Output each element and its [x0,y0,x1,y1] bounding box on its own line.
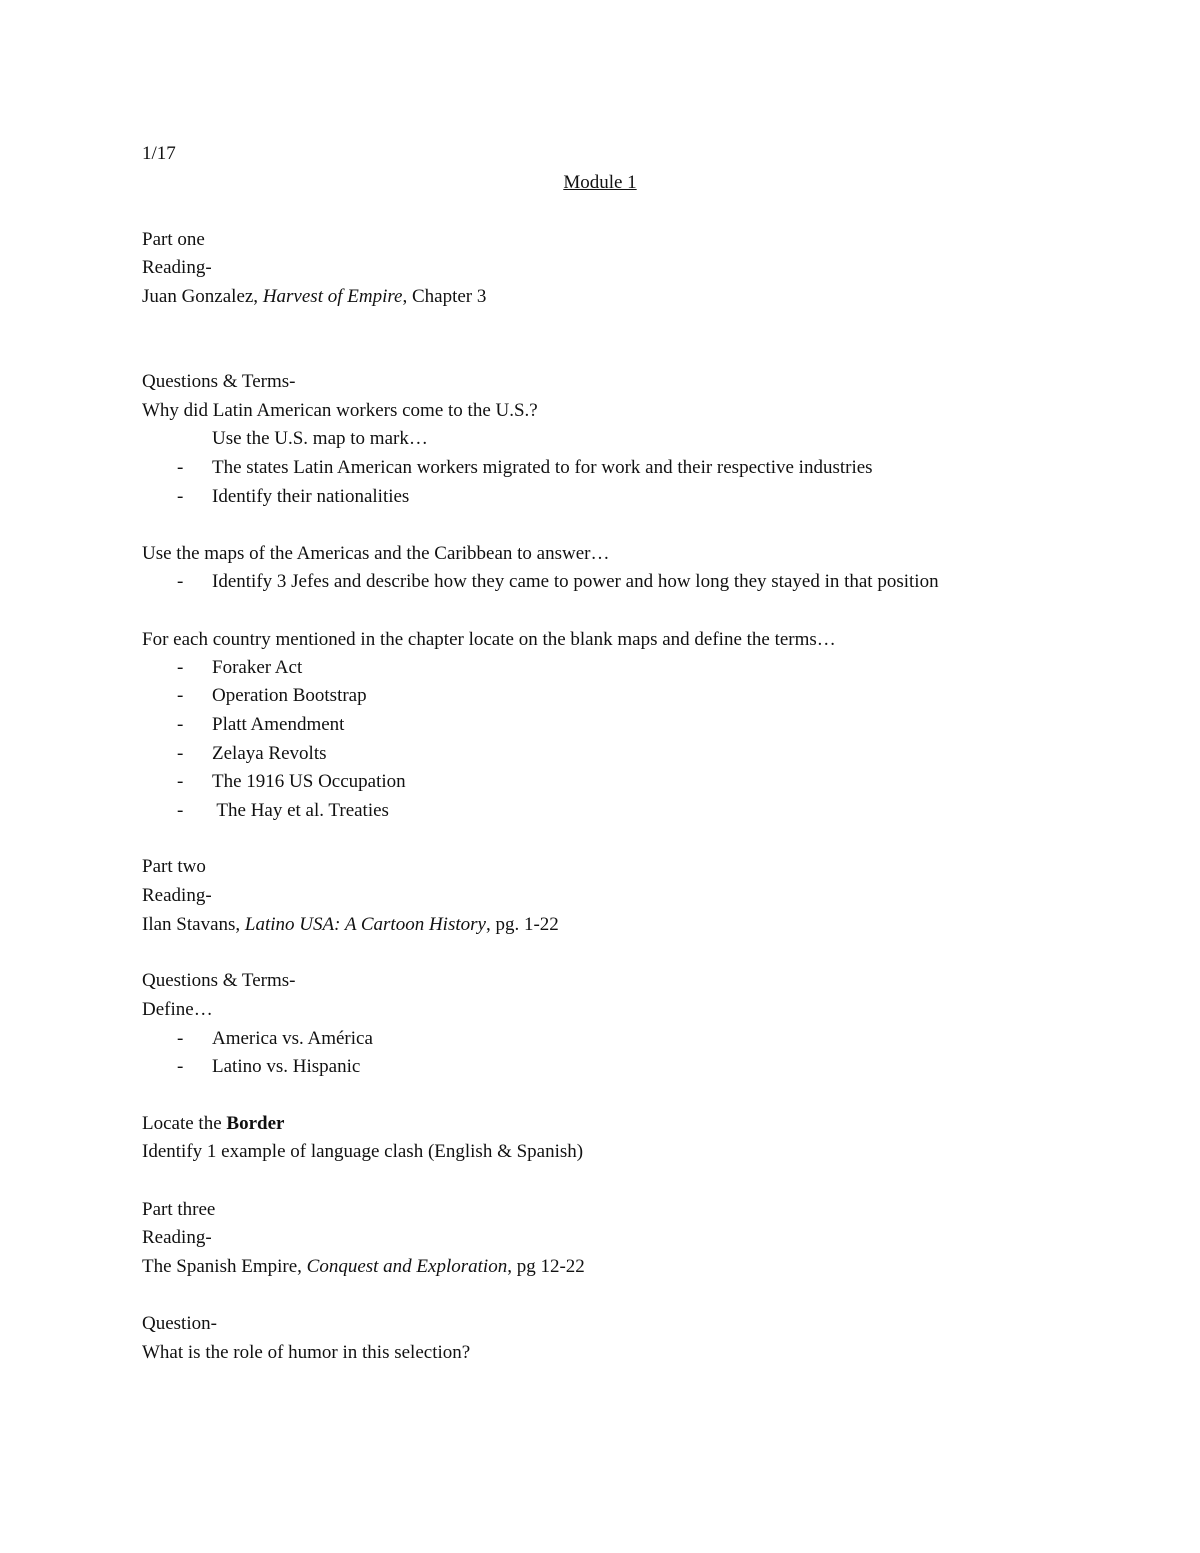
bullet: - [177,743,184,764]
citation-author: Juan Gonzalez, [142,286,263,307]
citation-author: Ilan Stavans, [142,914,245,935]
question-2: Use the maps of the Americas and the Caribbean to answer… [142,543,610,564]
define-label: Define… [142,999,213,1020]
locate-bold: Border [226,1113,285,1134]
part-two-citation [142,914,559,936]
identify-language-clash: Identify 1 example of language clash (English & Spanish) [142,1141,584,1162]
list-item-text: Zelaya Revolts [212,743,327,764]
bullet: - [177,1028,184,1049]
citation-rest: , pg. 1-22 [485,914,559,935]
citation-author: The Spanish Empire, [142,1256,307,1277]
bullet: - [177,685,184,706]
list-item-text: Identify 3 Jefes and describe how they came to power and how long they stayed in that position [212,571,939,592]
question-3: For each country mentioned in the chapter locate on the blank maps and define the terms… [142,629,836,650]
part-two-reading-label: Reading- [142,885,212,906]
bullet: - [177,486,184,507]
part-three-citation [142,1256,585,1278]
part-three-heading: Part three [142,1199,216,1220]
question-1-sub: Use the U.S. map to mark… [212,428,428,449]
question-humor: What is the role of humor in this selection? [142,1342,471,1363]
list-item-text: Foraker Act [212,657,303,678]
bullet: - [177,657,184,678]
citation-work: Latino USA: A Cartoon History [244,914,486,935]
bullet: - [177,1056,184,1077]
citation-rest: , Chapter 3 [402,286,487,307]
list-item-text: Latino vs. Hispanic [212,1056,361,1077]
list-item-text: The 1916 US Occupation [212,771,406,792]
date: 1/17 [142,143,176,164]
part-one-citation [142,286,486,308]
page-title [0,172,1200,194]
bullet: - [177,457,184,478]
list-item-text: Identify their nationalities [212,486,410,507]
title-text: Module 1 [563,172,637,193]
locate-border [142,1113,284,1135]
citation-work: Conquest and Exploration [306,1256,508,1277]
question-label: Question- [142,1313,217,1334]
part-one-qt-label: Questions & Terms- [142,371,296,392]
part-two-heading: Part two [142,856,206,877]
bullet: - [177,800,184,821]
bullet: - [177,571,184,592]
bullet: - [177,714,184,735]
list-item-text: The states Latin American workers migrated to for work and their respective industries [212,457,873,478]
part-one-heading: Part one [142,229,205,250]
locate-prefix: Locate the [142,1113,227,1134]
bullet: - [177,771,184,792]
list-item-text: America vs. América [212,1028,373,1049]
part-three-reading-label: Reading- [142,1227,212,1248]
citation-rest: , pg 12-22 [507,1256,585,1277]
question-1: Why did Latin American workers come to the U.S.? [142,400,538,421]
part-one-reading-label: Reading- [142,257,212,278]
citation-work: Harvest of Empire [262,286,403,307]
part-two-qt-label: Questions & Terms- [142,970,296,991]
list-item-text: Platt Amendment [212,714,345,735]
list-item-text: The Hay et al. Treaties [212,800,389,821]
list-item-text: Operation Bootstrap [212,685,367,706]
